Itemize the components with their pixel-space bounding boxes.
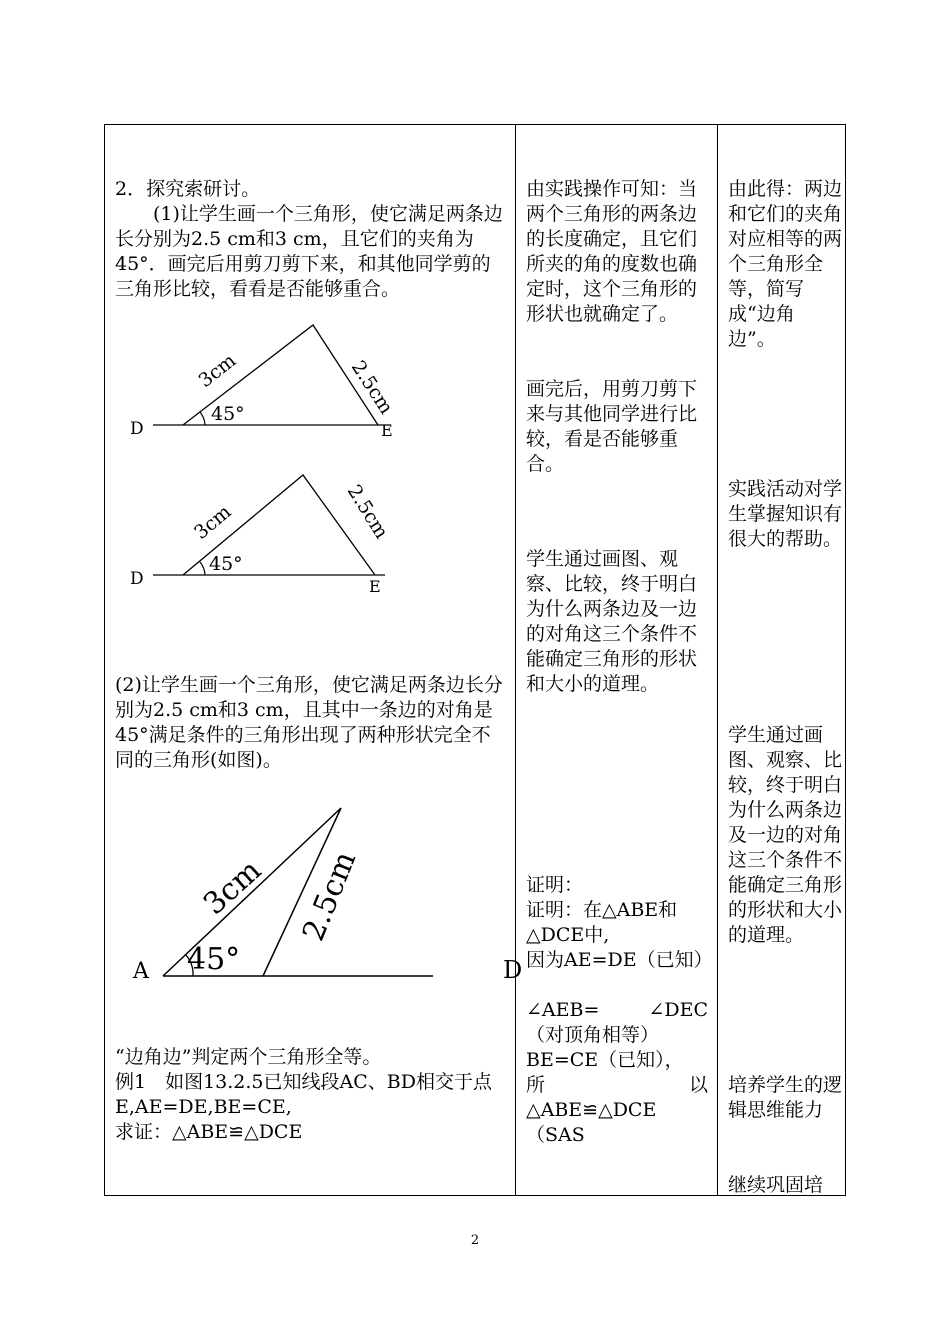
- proof-line: [526, 998, 708, 1023]
- triangle-figure-3: [123, 793, 523, 993]
- lesson-table: [104, 124, 846, 1196]
- consolidate-note: 继续巩固培: [728, 1174, 824, 1196]
- student-activity-column: [516, 125, 717, 1195]
- side-label-2-5cm: 2.5cm: [342, 480, 393, 543]
- observation-text: 学生通过画图、观察、比较，终于明白为什么两条边及一边的对角这三个条件不能确定三角形的形状和大小的道理。: [526, 548, 698, 695]
- side-label-2-5cm: 2.5cm: [346, 356, 398, 419]
- proof-line-part: 所: [526, 1074, 546, 1096]
- proof-line: 因为AE=DE（已知）: [526, 949, 713, 971]
- proof-line-part: 以: [688, 1074, 708, 1096]
- vertex-label-e: E: [369, 577, 381, 596]
- task-1-text: (1)让学生画一个三角形，使它满足两条边长分别为2.5 cm和3 cm，且它们的夹角为45°．画完后用剪刀剪下来，和其他同学剪的三角形比较，看看是否能够重合。: [115, 203, 503, 300]
- sas-summary: 由此得：两边和它们的夹角对应相等的两个三角形全等，简写成“边角边”。: [728, 178, 843, 350]
- teaching-content-column: [105, 125, 523, 1195]
- proof-title: 证明：: [526, 874, 584, 896]
- proof-line: △ABE≌△DCE（SAS: [526, 1099, 657, 1146]
- activity-note: 实践活动对学生掌握知识有很大的帮助。: [728, 478, 843, 550]
- vertex-label-d: D: [130, 569, 144, 589]
- side-label-3cm: 3cm: [196, 852, 269, 922]
- conclusion-text: “边角边”判定两个三角形全等。: [115, 1046, 382, 1068]
- side-label-3cm: 3cm: [190, 500, 236, 544]
- proof-line: （对顶角相等）: [526, 1024, 660, 1046]
- compare-instruction: 画完后，用剪刀剪下来与其他同学进行比较，看是否能够重合。: [526, 378, 698, 475]
- prove-statement: 求证：△ABE≌△DCE: [115, 1121, 303, 1143]
- triangle-figure-2: [123, 470, 423, 600]
- angle-label: 45°: [211, 403, 245, 425]
- proof-line: 证明：在△ABE和△DCE中,: [526, 899, 678, 946]
- proof-line-part: ∠AEB=: [526, 999, 600, 1021]
- design-intent-column: [718, 125, 846, 1195]
- vertex-label-d: D: [130, 419, 144, 439]
- page-number: 2: [470, 1233, 480, 1248]
- proof-line: BE=CE（已知），: [526, 1049, 684, 1071]
- vertex-label-a: A: [133, 959, 149, 984]
- side-label-3cm: 3cm: [194, 349, 241, 392]
- observation-note: 学生通过画图、观察、比较，终于明白为什么两条边及一边的对角这三个条件不能确定三角形的形状和大小的道理。: [728, 724, 843, 946]
- example-1-text: 例1 如图13.2.5已知线段AC、BD相交于点E,AE=DE,BE=CE,: [115, 1071, 492, 1118]
- angle-label: 45°: [209, 553, 243, 575]
- proof-line-part: ∠DEC: [648, 999, 708, 1021]
- vertex-label-e: E: [381, 421, 393, 440]
- logic-note: 培养学生的逻辑思维能力: [728, 1074, 843, 1121]
- vertex-label-d: D: [503, 956, 523, 984]
- side-label-2-5cm: 2.5cm: [295, 846, 364, 946]
- section-heading: 2．探究索研讨。: [115, 178, 261, 200]
- practice-conclusion: 由实践操作可知：当两个三角形的两条边的长度确定，且它们所夹的角的度数也确定时，这个三角形的形状也就确定了。: [526, 178, 698, 325]
- triangle-figure-1: [123, 320, 423, 450]
- angle-label: 45°: [187, 942, 241, 977]
- task-2-text: (2)让学生画一个三角形，使它满足两条边长分别为2.5 cm和3 cm，且其中一条边的对角是45°满足条件的三角形出现了两种形状完全不同的三角形(如图)。: [115, 674, 503, 771]
- proof-line: [526, 1073, 708, 1098]
